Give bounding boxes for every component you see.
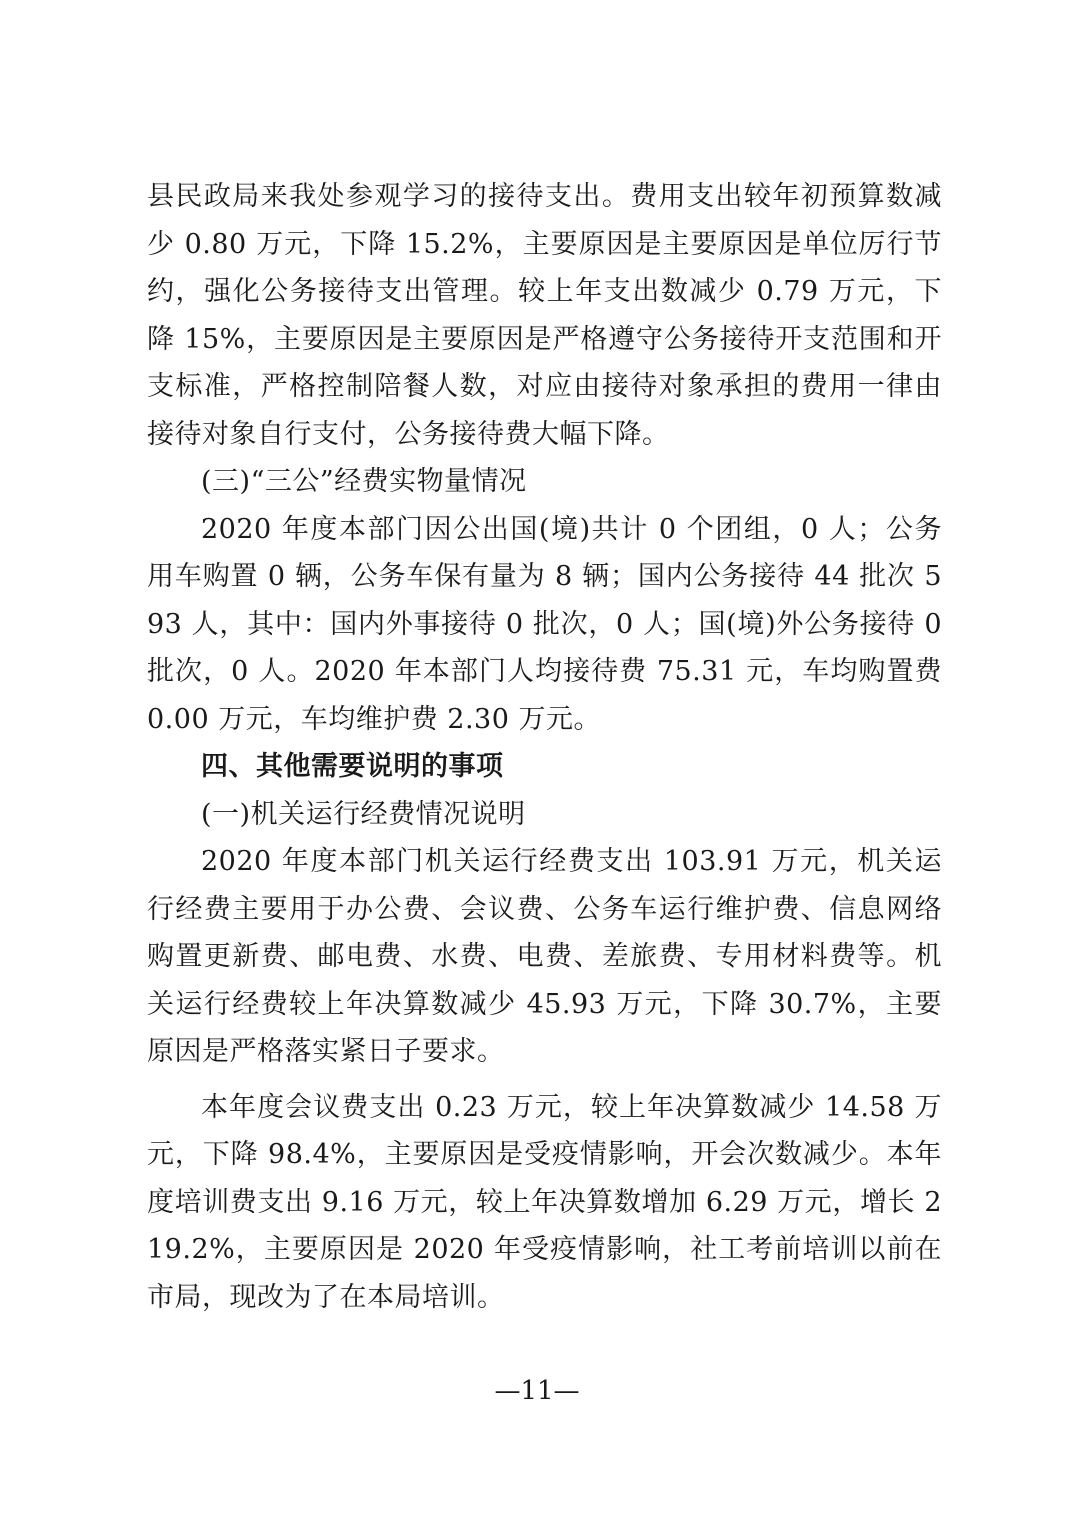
document-body — [147, 173, 942, 1321]
page-number: —11— — [494, 1376, 580, 1406]
section-heading-three-public-quantities: (三)“三公”经费实物量情况 — [201, 466, 527, 497]
paragraph-operating-expenses: 2020 年度本部门机关运行经费支出 103.91 万元，机关运行经费主要用于办公费、会议费、公务车运行维护费、信息网络购置更新费、邮电费、水费、电费、差旅费、专用材料费等。机关运行经费较上年决算数减少 45.93 万元，下降 30.7%，主要原因是严格落实紧日子要求。 — [147, 846, 942, 1067]
paragraph-meeting-training-expenses: 本年度会议费支出 0.23 万元，较上年决算数减少 14.58 万元，下降 98.4%，主要原因是受疫情影响，开会次数减少。本年度培训费支出 9.16 万元，较上年决算数增加 6.29 万元，增长 219.2%，主要原因是 2020 年受疫情影响，社工考前培训以前在市局，现改为了在本局培训。 — [147, 1091, 942, 1313]
subsection-heading-operating-expenses: (一)机关运行经费情况说明 — [201, 798, 526, 830]
section-heading-other-matters: 四、其他需要说明的事项 — [201, 751, 504, 782]
paragraph-three-public-quantities: 2020 年度本部门因公出国(境)共计 0 个团组，0 人；公务用车购置 0 辆，公务车保有量为 8 辆；国内公务接待 44 批次 593 人，其中：国内外事接待 0 批次，0 人；国(境)外公务接待 0 批次，0 人。2020 年本部门人均接待费 75.31 元，车均购置费 0.00 万元，车均维护费 2.30 万元。 — [147, 513, 942, 735]
paragraph-reception-expense: 县民政局来我处参观学习的接待支出。费用支出较年初预算数减少 0.80 万元，下降 15.2%，主要原因是主要原因是单位厉行节约，强化公务接待支出管理。较上年支出数减少 0.79 万元，下降 15%，主要原因是主要原因是严格遵守公务接待开支范围和开支标准，严格控制陪餐人数，对应由接待对象承担的费用一律由接待对象自行支付，公务接待费大幅下降。 — [147, 181, 942, 450]
